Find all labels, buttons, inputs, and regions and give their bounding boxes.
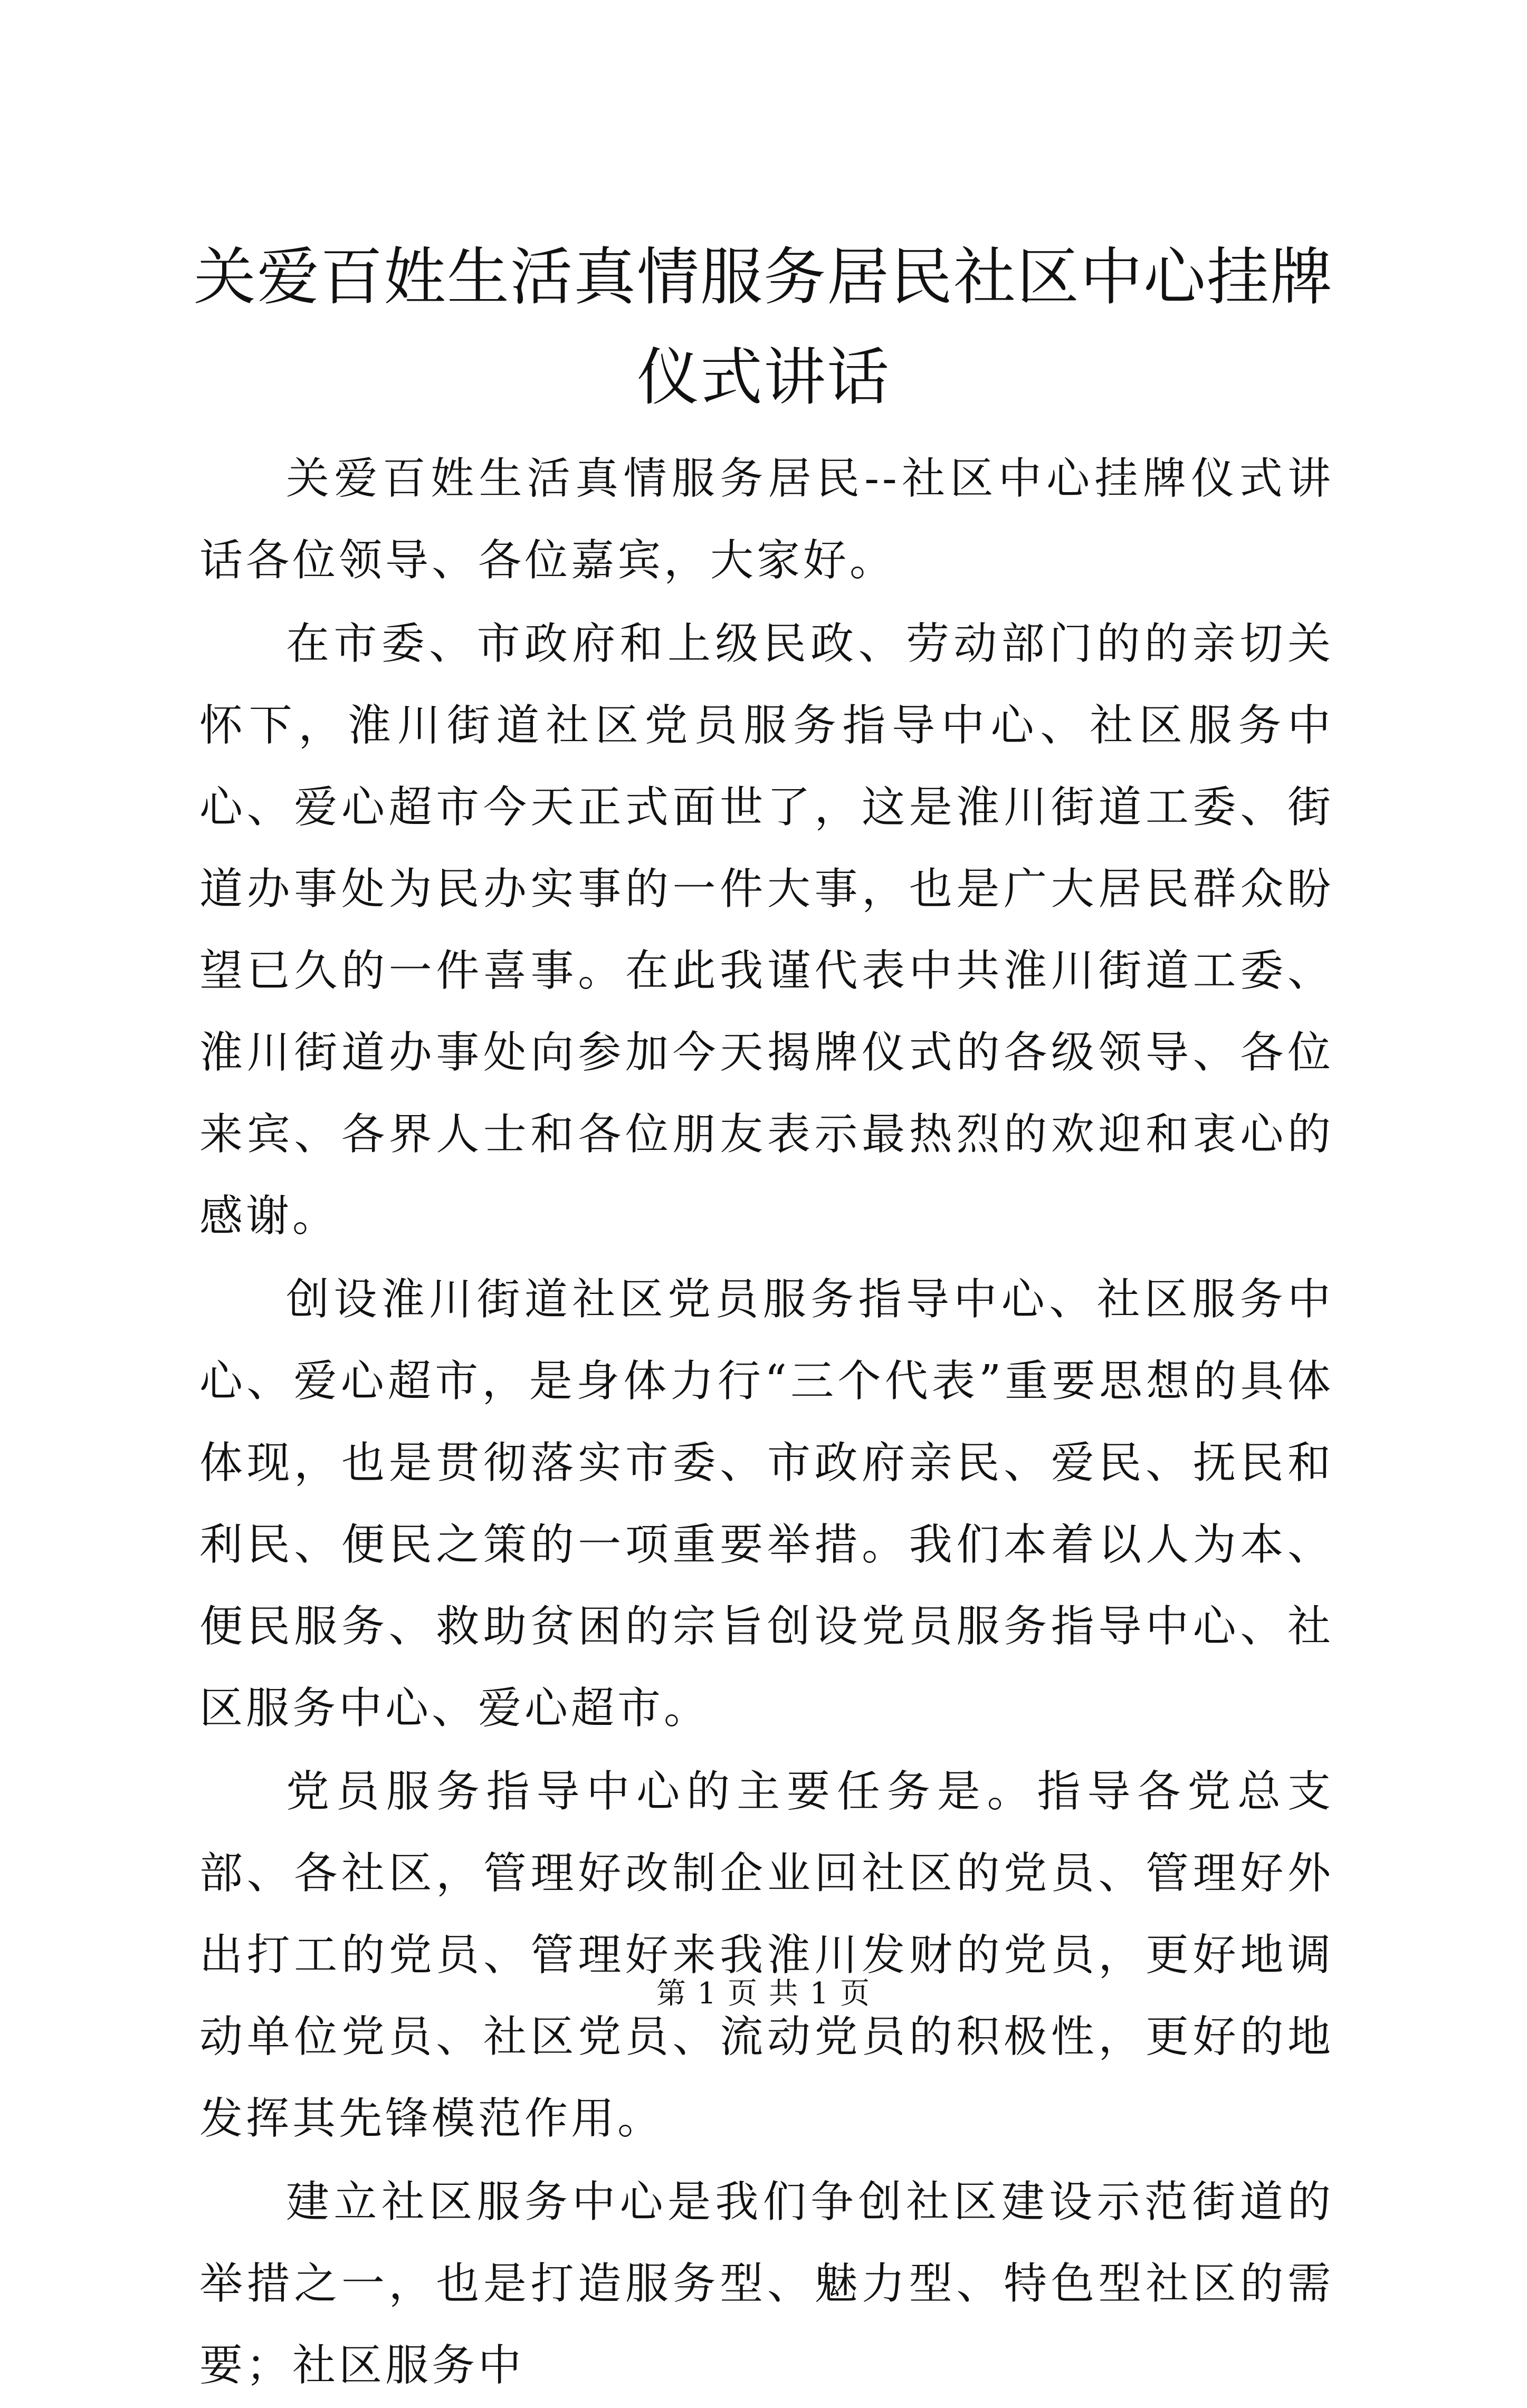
page-footer: 第 1 页 共 1 页 [656,1977,871,2011]
body-paragraph: 党员服务指导中心的主要任务是。指导各党总支部、各社区，管理好改制企业回社区的党员、管理好外出打工的党员、管理好来我淮川发财的党员，更好地调动单位党员、社区党员、流动党员的积极性，更好的地发挥其先锋模范作用。 [199,1767,1334,2144]
body-paragraph: 建立社区服务中心是我们争创社区建设示范街道的举措之一，也是打造服务型、魅力型、特色型社区的需要；社区服务中 [199,2177,1334,2391]
body-paragraph: 关爱百姓生活真情服务居民--社区中心挂牌仪式讲话各位领导、各位嘉宾，大家好。 [199,454,1334,586]
document-title: 关爱百姓生活真情服务居民社区中心挂牌仪式讲话 [193,241,1333,414]
document-body [199,438,1334,2408]
body-paragraph: 在市委、市政府和上级民政、劳动部门的的亲切关怀下，淮川街道社区党员服务指导中心、社区服务中心、爱心超市今天正式面世了，这是淮川街道工委、街道办事处为民办实事的一件大事，也是广大居民群众盼望已久的一件喜事。在此我谨代表中共淮川街道工委、淮川街道办事处向参加今天揭牌仪式的各级领导、各位来宾、各界人士和各位朋友表示最热烈的欢迎和衷心的感谢。 [199,619,1334,1241]
body-paragraph: 创设淮川街道社区党员服务指导中心、社区服务中心、爱心超市，是身体力行“三个代表”重要思想的具体体现，也是贯彻落实市委、市政府亲民、爱民、抚民和利民、便民之策的一项重要举措。我们本着以人为本、便民服务、救助贫困的宗旨创设党员服务指导中心、社区服务中心、爱心超市。 [199,1274,1334,1733]
